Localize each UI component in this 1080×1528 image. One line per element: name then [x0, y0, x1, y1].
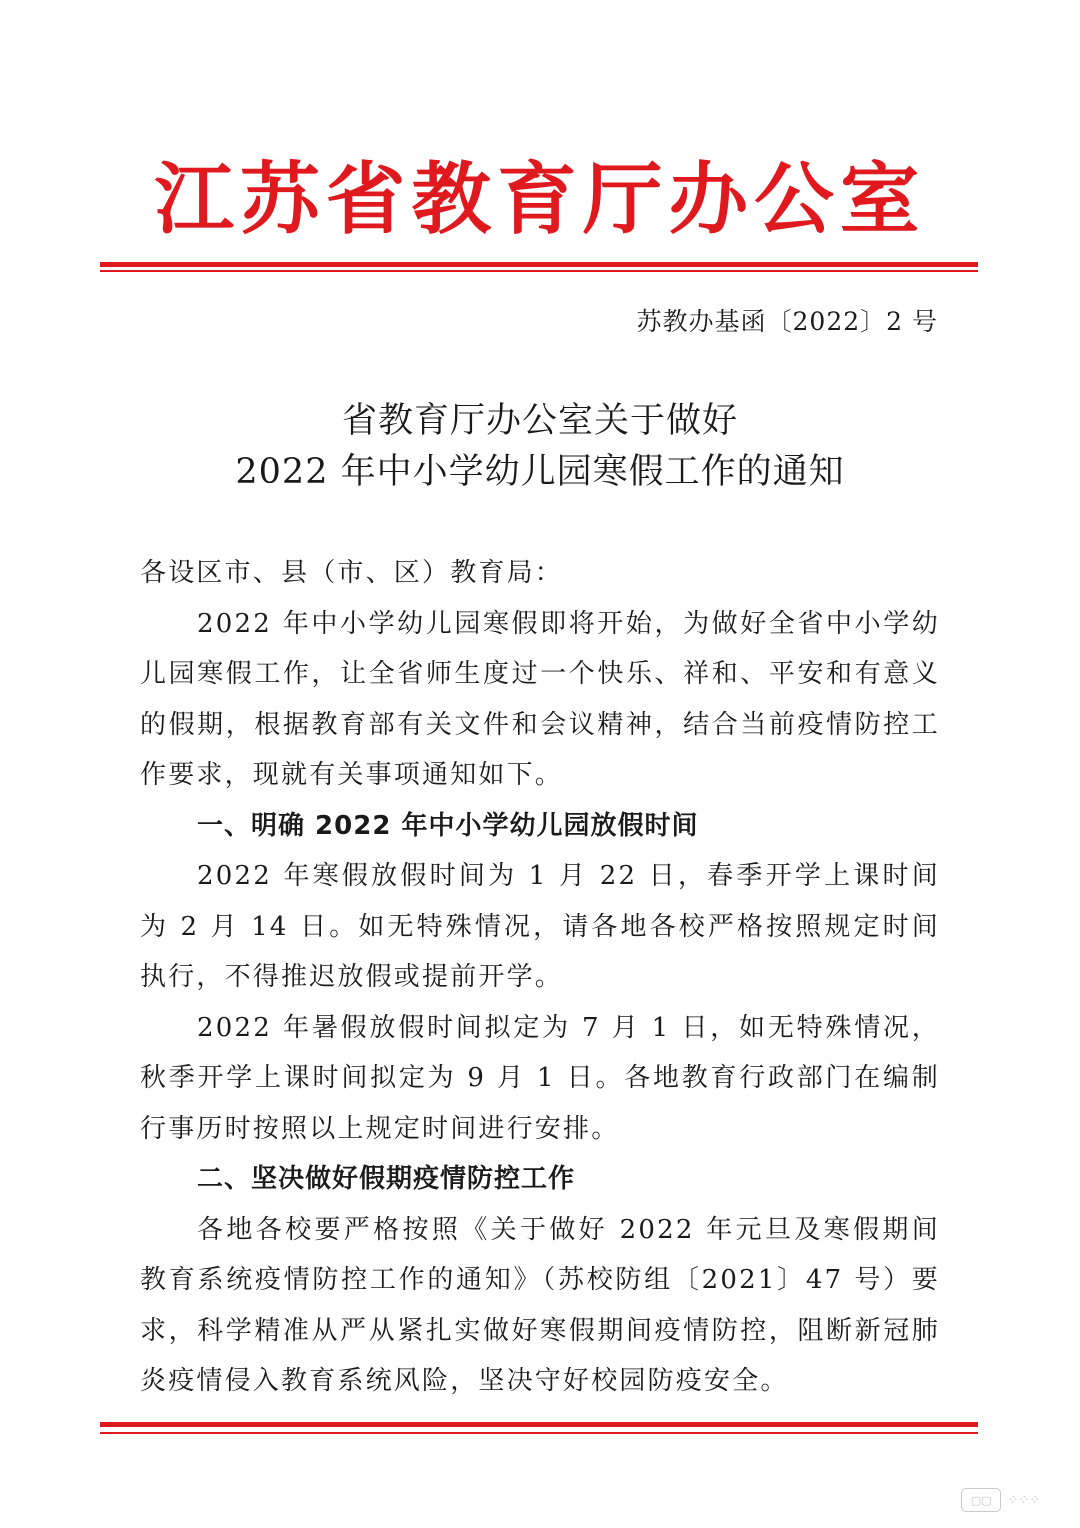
intro-paragraph: 2022 年中小学幼儿园寒假即将开始，为做好全省中小学幼儿园寒假工作，让全省师生度过一个快乐、祥和、平安和有意义的假期，根据教育部有关文件和会议精神，结合当前疫情防控工作要求，现就有关事项通知如下。	[140, 608, 940, 790]
section1-heading: 一、明确 2022 年中小学幼儿园放假时间	[197, 810, 699, 841]
section2-heading: 二、坚决做好假期疫情防控工作	[197, 1164, 576, 1194]
document-body	[140, 548, 940, 1407]
footer-red-rule-thin	[100, 1432, 978, 1434]
document-number: 苏教办基函〔2022〕2 号	[636, 307, 938, 336]
watermark-logo-text: ⁘⁘⁘	[1007, 1492, 1040, 1508]
masthead-red-rule-thin	[100, 270, 978, 272]
salutation: 各设区市、县（市、区）教育局：	[140, 558, 564, 588]
masthead-red-rule-thick	[100, 262, 978, 267]
watermark-logo-icon: ▢▢	[961, 1488, 1001, 1512]
site-watermark	[961, 1486, 1040, 1514]
footer-red-rule-thick	[100, 1422, 978, 1427]
section1-paragraph-1: 2022 年寒假放假时间为 1 月 22 日，春季开学上课时间为 2 月 14 日。如无特殊情况，请各地各校严格按照规定时间执行，不得推迟放假或提前开学。	[140, 861, 940, 992]
section1-paragraph-2: 2022 年暑假放假时间拟定为 7 月 1 日，如无特殊情况，秋季开学上课时间拟定为 9 月 1 日。各地教育行政部门在编制行事历时按照以上规定时间进行安排。	[140, 1012, 940, 1144]
issuer-masthead: 江苏省教育厅办公室	[154, 154, 926, 245]
document-title-line1: 省教育厅办公室关于做好	[341, 401, 738, 441]
section2-paragraph-1: 各地各校要严格按照《关于做好 2022 年元旦及寒假期间教育系统疫情防控工作的通知》（苏校防组〔2021〕47 号）要求，科学精准从严从紧扎实做好寒假期间疫情防控，阻断新冠肺炎疫情侵入教育系统风险，坚决守好校园防疫安全。	[140, 1214, 940, 1396]
document-title-line2: 2022 年中小学幼儿园寒假工作的通知	[235, 452, 845, 492]
